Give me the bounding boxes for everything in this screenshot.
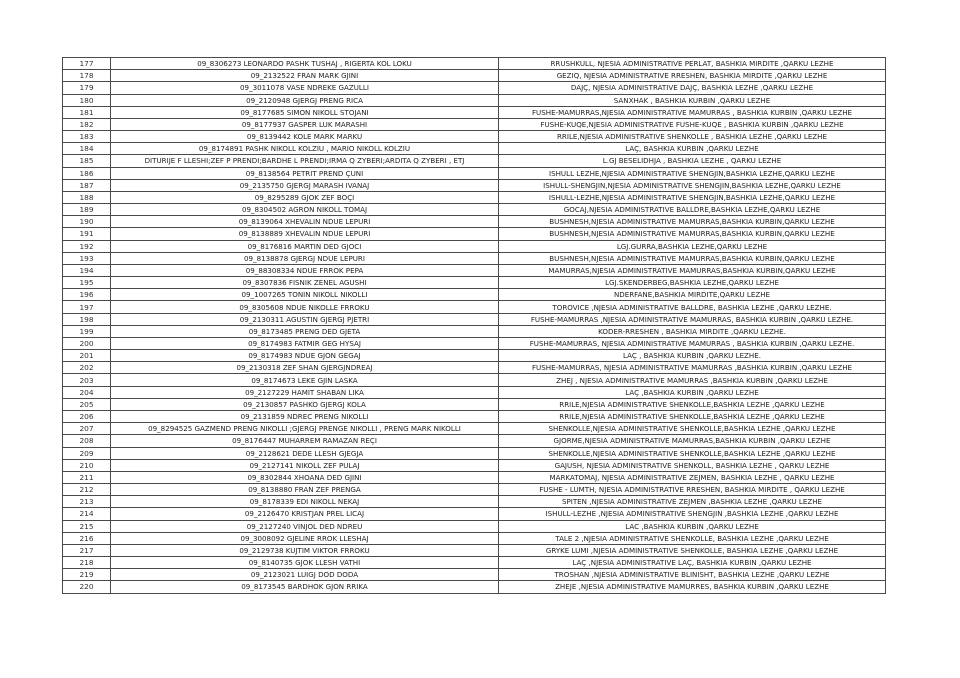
address-cell: LAÇ, BASHKIA KURBIN ,QARKU LEZHE: [499, 143, 886, 155]
row-number-cell: 218: [63, 557, 111, 569]
row-number-cell: 208: [63, 435, 111, 447]
owner-name-cell: 09_8173545 BARDHOK GJON RRIKA: [111, 581, 499, 593]
address-cell: LGJ.SKENDERBEG,BASHKIA LEZHE,QARKU LEZHE: [499, 277, 886, 289]
owner-name-cell: 09_2135750 GJERGJ MARASH IVANAJ: [111, 179, 499, 191]
address-cell: NDERFANE,BASHKIA MIRDITE,QARKU LEZHE: [499, 289, 886, 301]
row-number-cell: 187: [63, 179, 111, 191]
address-cell: GRYKE LUMI ,NJESIA ADMINISTRATIVE SHENKOLLE, BASHKIA LEZHE ,QARKU LEZHE: [499, 544, 886, 556]
table-row: [63, 557, 886, 569]
owner-name-cell: 09_2126470 KRISTJAN PREL LICAJ: [111, 508, 499, 520]
row-number-cell: 197: [63, 301, 111, 313]
row-number-cell: 195: [63, 277, 111, 289]
table-row: [63, 581, 886, 593]
table-row: [63, 313, 886, 325]
owner-name-cell: 09_8177685 SIMON NIKOLL STOJANI: [111, 106, 499, 118]
owner-name-cell: 09_8302844 XHOANA DED GJINI: [111, 471, 499, 483]
row-number-cell: 188: [63, 191, 111, 203]
address-cell: ZHEJ , NJESIA ADMINISTRATIVE MAMURRAS ,BASHKIA KURBIN ,QARKU LEZHE: [499, 374, 886, 386]
address-cell: ZHEJE ,NJESIA ADMINISTRATIVE MAMURRES, BASHKIA KURBIN ,QARKU LEZHE: [499, 581, 886, 593]
owner-name-cell: 09_2128621 DEDE LLESH GJEGJA: [111, 447, 499, 459]
table-row: [63, 240, 886, 252]
table-row: [63, 398, 886, 410]
records-table: [62, 57, 886, 594]
table-row: [63, 496, 886, 508]
address-cell: GJORME,NJESIA ADMINISTRATIVE MAMURRAS,BASHKIA KURBIN ,QARKU LEZHE: [499, 435, 886, 447]
row-number-cell: 217: [63, 544, 111, 556]
owner-name-cell: 09_88308334 NDUE FRROK PEPA: [111, 264, 499, 276]
owner-name-cell: 09_8307836 FISNIK ZENEL AGUSHI: [111, 277, 499, 289]
row-number-cell: 207: [63, 423, 111, 435]
address-cell: LAÇ , BASHKIA KURBIN ,QARKU LEZHE.: [499, 350, 886, 362]
address-cell: FUSHE-MAMURRAS, NJESIA ADMINISTRATIVE MAMURRAS ,BASHKIA KURBIN ,QARKU LEZHE: [499, 362, 886, 374]
row-number-cell: 202: [63, 362, 111, 374]
row-number-cell: 201: [63, 350, 111, 362]
owner-name-cell: 09_8294525 GAZMEND PRENG NIKOLLI ;GJERGJ PRENGE NIKOLLI , PRENG MARK NIKOLLI: [111, 423, 499, 435]
address-cell: GEZIQ, NJESIA ADMINISTRATIVE RRESHEN, BASHKIA MIRDITE ,QARKU LEZHE: [499, 70, 886, 82]
table-row: [63, 143, 886, 155]
row-number-cell: 193: [63, 252, 111, 264]
owner-name-cell: 09_8138889 XHEVALIN NDUE LEPURI: [111, 228, 499, 240]
row-number-cell: 184: [63, 143, 111, 155]
owner-name-cell: 09_8140735 GJOK LLESH VATHI: [111, 557, 499, 569]
owner-name-cell: 09_8178339 EDI NIKOLL NEKAJ: [111, 496, 499, 508]
owner-name-cell: 09_8295289 GJOK ZEF BOÇI: [111, 191, 499, 203]
address-cell: KODER-RRESHEN , BASHKIA MIRDITE ,QARKU LEZHE.: [499, 325, 886, 337]
address-cell: LGJ.GURRA,BASHKIA LEZHE,QARKU LEZHE: [499, 240, 886, 252]
table-row: [63, 58, 886, 70]
address-cell: FUSHE-KUQE,NJESIA ADMINISTRATIVE FUSHE-KUQE , BASHKIA KURBIN ,QARKU LEZHE: [499, 118, 886, 130]
address-cell: LAÇ ,BASHKIA KURBIN ,QARKU LEZHE: [499, 386, 886, 398]
address-cell: L.GJ BESELIDHJA , BASHKIA LEZHE , QARKU LEZHE: [499, 155, 886, 167]
row-number-cell: 190: [63, 216, 111, 228]
owner-name-cell: 09_2127229 HAMIT SHABAN LIKA: [111, 386, 499, 398]
owner-name-cell: 09_2131859 NDREC PRENG NIKOLLI: [111, 410, 499, 422]
table-row: [63, 350, 886, 362]
address-cell: SHENKOLLE,NJESIA ADMINISTRATIVE SHENKOLLE,BASHKIA LEZHE ,QARKU LEZHE: [499, 447, 886, 459]
row-number-cell: 216: [63, 532, 111, 544]
owner-name-cell: 09_8138878 GJERGJ NDUE LEPURI: [111, 252, 499, 264]
owner-name-cell: 09_2130318 ZEF SHAN GJERGJNDREAJ: [111, 362, 499, 374]
row-number-cell: 215: [63, 520, 111, 532]
table-row: [63, 70, 886, 82]
table-row: [63, 118, 886, 130]
table-row: [63, 106, 886, 118]
address-cell: ISHULL-SHENGJIN,NJESIA ADMINISTRATIVE SHENGJIN,BASHKIA LEZHE,QARKU LEZHE: [499, 179, 886, 191]
owner-name-cell: 09_8174983 FATMIR GEG HYSAJ: [111, 337, 499, 349]
row-number-cell: 181: [63, 106, 111, 118]
row-number-cell: 179: [63, 82, 111, 94]
table-row: [63, 131, 886, 143]
table-row: [63, 228, 886, 240]
table-row: [63, 167, 886, 179]
owner-name-cell: 09_2127240 VINJOL DED NDREU: [111, 520, 499, 532]
table-row: [63, 544, 886, 556]
table-row: [63, 179, 886, 191]
address-cell: RRILE,NJESIA ADMINISTRATIVE SHENKOLLE , BASHKIA LEZHE ,QARKU LEZHE: [499, 131, 886, 143]
table-row: [63, 520, 886, 532]
owner-name-cell: 09_8174891 PASHK NIKOLL KOLZIU , MARIO NIKOLL KOLZIU: [111, 143, 499, 155]
table-row: [63, 325, 886, 337]
owner-name-cell: 09_1007265 TONIN NIKOLL NIKOLLI: [111, 289, 499, 301]
table-row: [63, 386, 886, 398]
row-number-cell: 177: [63, 58, 111, 70]
row-number-cell: 204: [63, 386, 111, 398]
row-number-cell: 205: [63, 398, 111, 410]
owner-name-cell: 09_8139064 XHEVALIN NDUE LEPURI: [111, 216, 499, 228]
owner-name-cell: 09_8173485 PRENG DED GJETA: [111, 325, 499, 337]
address-cell: MARKATOMAJ, NJESIA ADMINISTRATIVE ZEJMEN, BASHKIA LEZHE , QARKU LEZHE: [499, 471, 886, 483]
owner-name-cell: 09_3008092 GJELINE RROK LLESHAJ: [111, 532, 499, 544]
table-row: [63, 471, 886, 483]
table-row: [63, 264, 886, 276]
table-row: [63, 204, 886, 216]
row-number-cell: 191: [63, 228, 111, 240]
address-cell: RRUSHKULL, NJESIA ADMINISTRATIVE PERLAT, BASHKIA MIRDITE ,QARKU LEZHE: [499, 58, 886, 70]
address-cell: RRILE,NJESIA ADMINISTRATIVE SHENKOLLE,BASHKIA LEZHE ,QARKU LEZHE: [499, 398, 886, 410]
address-cell: FUSHE-MAMURRAS,NJESIA ADMINISTRATIVE MAMURRAS , BASHKIA KURBIN ,QARKU LEZHE: [499, 106, 886, 118]
address-cell: GOCAJ,NJESIA ADMINISTRATIVE BALLDRE,BASHKIA LEZHE,QARKU LEZHE: [499, 204, 886, 216]
table-row: [63, 508, 886, 520]
address-cell: DAJÇ, NJESIA ADMINISTRATIVE DAJÇ, BASHKIA LEZHE ,QARKU LEZHE: [499, 82, 886, 94]
address-cell: ISHULL-LEZHE ,NJESIA ADMINISTRATIVE SHENGJIN ,BASHKIA LEZHE ,QARKU LEZHE: [499, 508, 886, 520]
table-row: [63, 569, 886, 581]
row-number-cell: 214: [63, 508, 111, 520]
address-cell: MAMURRAS,NJESIA ADMINISTRATIVE MAMURRAS,BASHKIA KURBIN,QARKU LEZHE: [499, 264, 886, 276]
owner-name-cell: 09_2132522 FRAN MARK GJINI: [111, 70, 499, 82]
table-row: [63, 94, 886, 106]
table-row: [63, 447, 886, 459]
row-number-cell: 212: [63, 484, 111, 496]
address-cell: SANXHAK , BASHKIA KURBIN ,QARKU LEZHE: [499, 94, 886, 106]
owner-name-cell: 09_2130857 PASHKO GJERGJ KOLA: [111, 398, 499, 410]
table-row: [63, 301, 886, 313]
address-cell: ISHULL LEZHE,NJESIA ADMINISTRATIVE SHENGJIN,BASHKIA LEZHE,QARKU LEZHE: [499, 167, 886, 179]
owner-name-cell: 09_8139442 KOLE MARK MARKU: [111, 131, 499, 143]
address-cell: TALE 2 ,NJESIA ADMINISTRATIVE SHENKOLLE, BASHKIA LEZHE ,QARKU LEZHE: [499, 532, 886, 544]
row-number-cell: 198: [63, 313, 111, 325]
row-number-cell: 220: [63, 581, 111, 593]
owner-name-cell: 09_3011078 VASE NDREKE GAZULLI: [111, 82, 499, 94]
owner-name-cell: 09_8176447 MUHARREM RAMAZAN REÇI: [111, 435, 499, 447]
table-row: [63, 216, 886, 228]
table-row: [63, 82, 886, 94]
address-cell: BUSHNESH,NJESIA ADMINISTRATIVE MAMURRAS,BASHKIA KURBIN,QARKU LEZHE: [499, 228, 886, 240]
row-number-cell: 185: [63, 155, 111, 167]
records-table-body: [63, 58, 886, 594]
row-number-cell: 182: [63, 118, 111, 130]
owner-name-cell: 09_8304502 AGRON NIKOLL TOMAJ: [111, 204, 499, 216]
table-row: [63, 362, 886, 374]
owner-name-cell: DITURIJE F LLESHI;ZEF P PRENDI;BARDHE L PRENDI;IRMA Q ZYBERI;ARDITA Q ZYBERI , ETJ: [111, 155, 499, 167]
address-cell: BUSHNESH,NJESIA ADMINISTRATIVE MAMURRAS,BASHKIA KURBIN,QARKU LEZHE: [499, 252, 886, 264]
table-row: [63, 484, 886, 496]
owner-name-cell: 09_2127141 NIKOLL ZEF PULAJ: [111, 459, 499, 471]
owner-name-cell: 09_8174983 NDUE GJON GEGAJ: [111, 350, 499, 362]
row-number-cell: 219: [63, 569, 111, 581]
table-row: [63, 277, 886, 289]
address-cell: RRILE,NJESIA ADMINISTRATIVE SHENKOLLE,BASHKIA LEZHE ,QARKU LEZHE: [499, 410, 886, 422]
address-cell: SHENKOLLE,NJESIA ADMINISTRATIVE SHENKOLLE,BASHKIA LEZHE ,QARKU LEZHE: [499, 423, 886, 435]
owner-name-cell: 09_2130311 AGUSTIN GJERGJ PJETRI: [111, 313, 499, 325]
row-number-cell: 189: [63, 204, 111, 216]
owner-name-cell: 09_8174673 LEKE GJIN LASKA: [111, 374, 499, 386]
owner-name-cell: 09_8305608 NDUE NIKOLLE FRROKU: [111, 301, 499, 313]
row-number-cell: 180: [63, 94, 111, 106]
address-cell: FUSHE - LUMTH, NJESIA ADMINISTRATIVE RRESHEN, BASHKIA MIRDITE , QARKU LEZHE: [499, 484, 886, 496]
table-row: [63, 423, 886, 435]
row-number-cell: 210: [63, 459, 111, 471]
address-cell: ISHULL-LEZHE,NJESIA ADMINISTRATIVE SHENGJIN,BASHKIA LEZHE,QARKU LEZHE: [499, 191, 886, 203]
address-cell: FUSHE-MAMURRAS, NJESIA ADMINISTRATIVE MAMURRAS , BASHKIA KURBIN ,QARKU LEZHE.: [499, 337, 886, 349]
table-row: [63, 337, 886, 349]
address-cell: SPITEN ,NJESIA ADMINISTRATIVE ZEJMEN ,BASHKIA LEZHE ,QARKU LEZHE: [499, 496, 886, 508]
table-row: [63, 532, 886, 544]
row-number-cell: 199: [63, 325, 111, 337]
table-row: [63, 410, 886, 422]
row-number-cell: 209: [63, 447, 111, 459]
row-number-cell: 206: [63, 410, 111, 422]
row-number-cell: 186: [63, 167, 111, 179]
owner-name-cell: 09_2129738 KUJTIM VIKTOR FRROKU: [111, 544, 499, 556]
row-number-cell: 183: [63, 131, 111, 143]
address-cell: LAC ,BASHKIA KURBIN ,QARKU LEZHE: [499, 520, 886, 532]
address-cell: TOROVICE ,NJESIA ADMINISTRATIVE BALLDRE, BASHKIA LEZHE ,QARKU LEZHE.: [499, 301, 886, 313]
table-row: [63, 252, 886, 264]
row-number-cell: 203: [63, 374, 111, 386]
address-cell: LAÇ ,NJESIA ADMINISTRATIVE LAÇ, BASHKIA KURBIN ,QARKU LEZHE: [499, 557, 886, 569]
owner-name-cell: 09_2123021 LUIGJ DOD DODA: [111, 569, 499, 581]
owner-name-cell: 09_8177937 GASPER LUK MARASHI: [111, 118, 499, 130]
owner-name-cell: 09_2120948 GJERGJ PRENG RICA: [111, 94, 499, 106]
owner-name-cell: 09_8306273 LEONARDO PASHK TUSHAJ , RIGERTA KOL LOKU: [111, 58, 499, 70]
owner-name-cell: 09_8138880 FRAN ZEF PRENGA: [111, 484, 499, 496]
row-number-cell: 200: [63, 337, 111, 349]
row-number-cell: 211: [63, 471, 111, 483]
row-number-cell: 178: [63, 70, 111, 82]
row-number-cell: 192: [63, 240, 111, 252]
row-number-cell: 196: [63, 289, 111, 301]
table-row: [63, 459, 886, 471]
row-number-cell: 194: [63, 264, 111, 276]
table-row: [63, 191, 886, 203]
address-cell: TROSHAN ,NJESIA ADMINISTRATIVE BLINISHT, BASHKIA LEZHE ,QARKU LEZHE: [499, 569, 886, 581]
address-cell: FUSHE-MAMURRAS ,NJESIA ADMINISTRATIVE MAMURRAS, BASHKIA KURBIN ,QARKU LEZHE.: [499, 313, 886, 325]
table-row: [63, 155, 886, 167]
table-row: [63, 289, 886, 301]
address-cell: GAJUSH, NJESIA ADMINISTRATIVE SHENKOLL, BASHKIA LEZHE , QARKU LEZHE: [499, 459, 886, 471]
table-row: [63, 435, 886, 447]
owner-name-cell: 09_8138564 PETRIT PREND ÇUNI: [111, 167, 499, 179]
address-cell: BUSHNESH,NJESIA ADMINISTRATIVE MAMURRAS,BASHKIA KURBIN,QARKU LEZHE: [499, 216, 886, 228]
table-row: [63, 374, 886, 386]
owner-name-cell: 09_8176816 MARTIN DED GJOCI: [111, 240, 499, 252]
row-number-cell: 213: [63, 496, 111, 508]
